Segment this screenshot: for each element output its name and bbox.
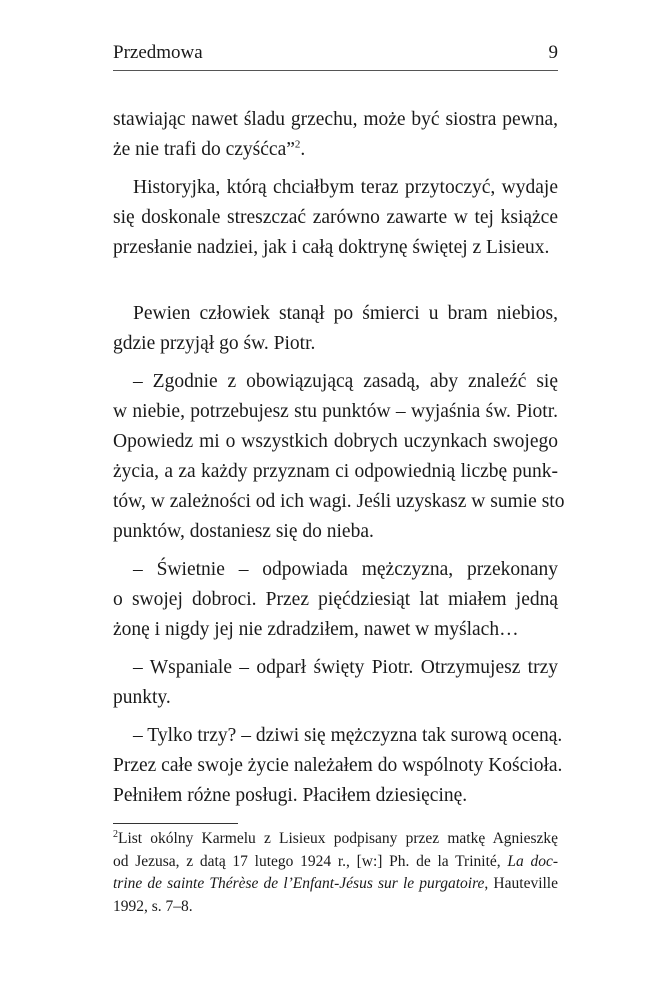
footnote-text: List okólny Karmelu z Lisieux podpisany przez matkę Agnieszkę (118, 830, 558, 847)
text-line: przesłanie nadziei, jak i całą doktrynę świętej z Lisieux. (113, 237, 550, 258)
paragraph-gap (113, 359, 558, 367)
text-line: w niebie, potrzebujesz stu punktów – wyjaśnia św. Piotr. (113, 401, 558, 422)
text-line: życia, a za każdy przyznam ci odpowiednią liczbę punk- (113, 461, 558, 482)
paragraph (113, 299, 558, 359)
chapter-title: Przedmowa (113, 42, 203, 63)
footnote-title-italic: La doc- (507, 852, 559, 870)
section-break (113, 263, 558, 299)
footnote-ref: 2 (294, 138, 301, 151)
footnote-text: , Hauteville (484, 875, 558, 892)
paragraph (113, 173, 558, 263)
footnote (113, 828, 558, 918)
paragraph (113, 721, 563, 811)
text-line: – Świetnie – odpowiada mężczyzna, przekonany (133, 559, 558, 580)
text-line: stawiając nawet śladu grzechu, może być siostra pewna, (113, 109, 558, 130)
body-text (113, 105, 565, 811)
text-punctuation: . (300, 139, 306, 160)
text-line: się doskonale streszczać zarówno zawarte w tej książce (113, 207, 558, 228)
footnote-rule (113, 823, 238, 824)
paragraph-gap (113, 645, 558, 653)
text-line: – Zgodnie z obowiązującą zasadą, aby znaleźć się (133, 371, 558, 392)
text-line-content: że nie trafi do czyśćca” (113, 139, 295, 160)
header-rule (113, 70, 558, 71)
text-line: tów, w zależności od ich wagi. Jeśli uzyskasz w sumie sto (113, 491, 565, 512)
paragraph (113, 367, 565, 547)
paragraph-continuation (113, 105, 558, 165)
paragraph (113, 653, 558, 713)
text-line: – Wspaniale – odparł święty Piotr. Otrzymujesz trzy (133, 657, 558, 678)
text-line: punktów, dostaniesz się do nieba. (113, 521, 374, 542)
text-line: Historyjka, którą chciałbym teraz przytoczyć, wydaje (133, 177, 558, 198)
footnote-line: 1992, s. 7–8. (113, 897, 193, 915)
footnote-number: 2 (113, 828, 118, 840)
text-line: punkty. (113, 687, 171, 708)
text-line: Pewien człowiek stanął po śmierci u bram niebios, (133, 303, 558, 324)
text-line: – Tylko trzy? – dziwi się mężczyzna tak surową oceną. (133, 725, 563, 746)
text-line: Przez całe swoje życie należałem do wspólnoty Kościoła. (113, 755, 563, 776)
paragraph-gap (113, 713, 558, 721)
paragraph-gap (113, 165, 558, 173)
text-line: gdzie przyjął go św. Piotr. (113, 333, 316, 354)
footnote-line (113, 828, 558, 851)
paragraph-gap (113, 547, 558, 555)
footnote-title-italic: trine de sainte Thérèse de l’Enfant-Jésus sur le purgatoire (113, 875, 485, 892)
text-line: Opowiedz mi o wszystkich dobrych uczynkach swojego (113, 431, 558, 452)
page-number: 9 (548, 42, 558, 63)
footnote-line (113, 851, 558, 874)
text-line: Pełniłem różne posługi. Płaciłem dziesięcinę. (113, 785, 468, 806)
text-line: żonę i nigdy jej nie zdradziłem, nawet w myślach… (113, 619, 519, 640)
footnote-line (113, 873, 558, 896)
paragraph (113, 555, 558, 645)
running-header (113, 40, 558, 66)
footnote-text: od Jezusa, z datą 17 lutego 1924 r., [w:] Ph. de la Trinité, (113, 852, 501, 870)
text-line (113, 135, 558, 165)
text-line: o swojej dobroci. Przez pięćdziesiąt lat miałem jedną (113, 589, 558, 610)
